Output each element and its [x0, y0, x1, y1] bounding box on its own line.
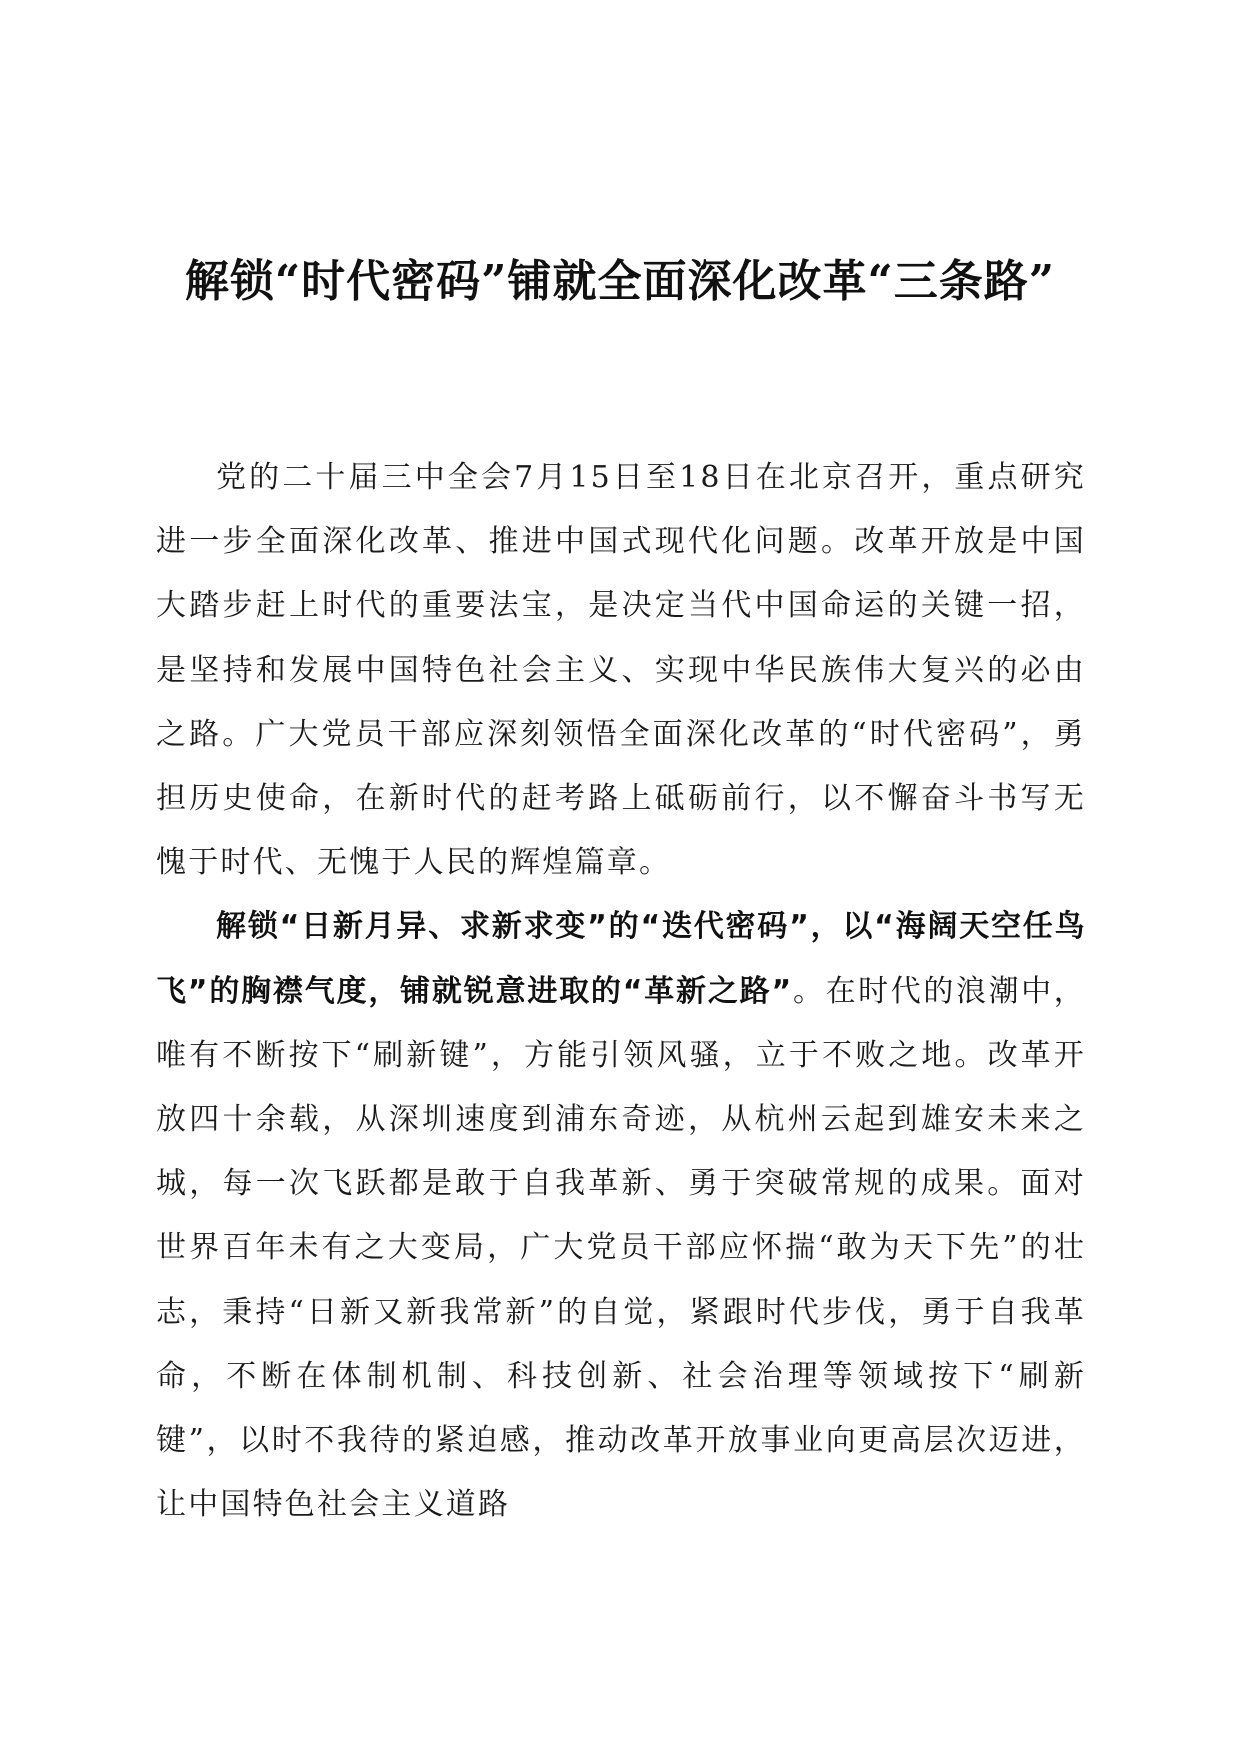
paragraph-intro-text: 党的二十届三中全会7月15日至18日在北京召开，重点研究进一步全面深化改革、推进中国式现代化问题。改革开放是中国大踏步赶上时代的重要法宝，是决定当代中国命运的关键一招，是坚持和发展中国特色社会主义、实现中华民族伟大复兴的必由之路。广大党员干部应深刻领悟全面深化改革的“时代密码”，勇担历史使命，在新时代的赶考路上砥砺前行，以不懈奋斗书写无愧于时代、无愧于人民的辉煌篇章。 — [156, 460, 1086, 881]
document-body — [156, 446, 1086, 1537]
document-title: 解锁“时代密码”铺就全面深化改革“三条路” — [184, 256, 1056, 307]
paragraph-innovation — [156, 895, 1086, 1537]
paragraph-intro — [156, 446, 1086, 895]
paragraph-innovation-text: 。在时代的浪潮中，唯有不断按下“刷新键”，方能引领风骚，立于不败之地。改革开放四十余载，从深圳速度到浦东奇迹，从杭州云起到雄安未来之城，每一次飞跃都是敢于自我革新、勇于突破常规的成果。面对世界百年未有之大变局，广大党员干部应怀揣“敢为天下先”的壮志，秉持“日新又新我常新”的自觉，紧跟时代步伐，勇于自我革命，不断在体制机制、科技创新、社会治理等领域按下“刷新键”，以时不我待的紧迫感，推动改革开放事业向更高层次迈进，让中国特色社会主义道路 — [156, 973, 1086, 1523]
paragraph-lead-heading: 解锁“日新月异、求新求变”的“迭代密码”，以“海阔天空任鸟飞”的胸襟气度，铺就锐意进取的“革新之路” — [156, 909, 1086, 1009]
